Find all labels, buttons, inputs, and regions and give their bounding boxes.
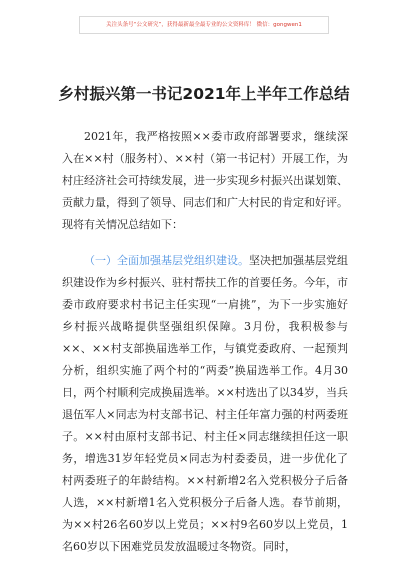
intro-paragraph: 2021年，我严格按照××委市政府部署要求，继续深入在××村（服务村）、××村（第一书记村）开展工作，为村庄经济社会可持续发展，进一步实现乡村振兴出谋划策、贡献力量，得到了领导、同志们和广大村民的肯定和好评。现将有关情况总结如下： xyxy=(62,130,348,231)
promo-banner-text: 关注头条号“公文研究”，获得最新最全最专业的公文资料库！ 微信：gongwen1 xyxy=(106,22,302,28)
section-body: 坚决把加强基层党组织建设作为乡村振兴、驻村帮扶工作的首要任务。今年，市委市政府要求村书记主任实现“一肩挑”，为下一步实施好乡村振兴战略提供坚强组织保障。3月份，我积极参与××、××村支部换届选举工作，与镇党委政府、一起预判分析，组织实施了两个村的“两委”换届选举工作。4月30日，两个村顺利完成换届选举。××村选出了以34岁，当兵退伍军人×同志为村支部书记、村主任年富力强的村两委班子。××村由原村支部书记、村主任×同志继续担任这一职务，增选31岁年轻党员×同志为村委委员，进一步优化了村两委班子的年龄结构。××村新增2名入党积极分子后备人选，××村新增1名入党积极分子后备人选。春节前期，为××村26名60岁以上党员；××村9名60岁以上党员，1名60岁以下困难党员发放温暖过冬物资。同时， xyxy=(62,254,348,553)
section-heading: （一）全面加强基层党组织建设。 xyxy=(84,254,249,267)
document-title: 乡村振兴第一书记2021年上半年工作总结 xyxy=(58,85,350,103)
document-body xyxy=(62,126,348,560)
section-paragraph xyxy=(62,250,348,558)
promo-banner xyxy=(79,16,329,34)
